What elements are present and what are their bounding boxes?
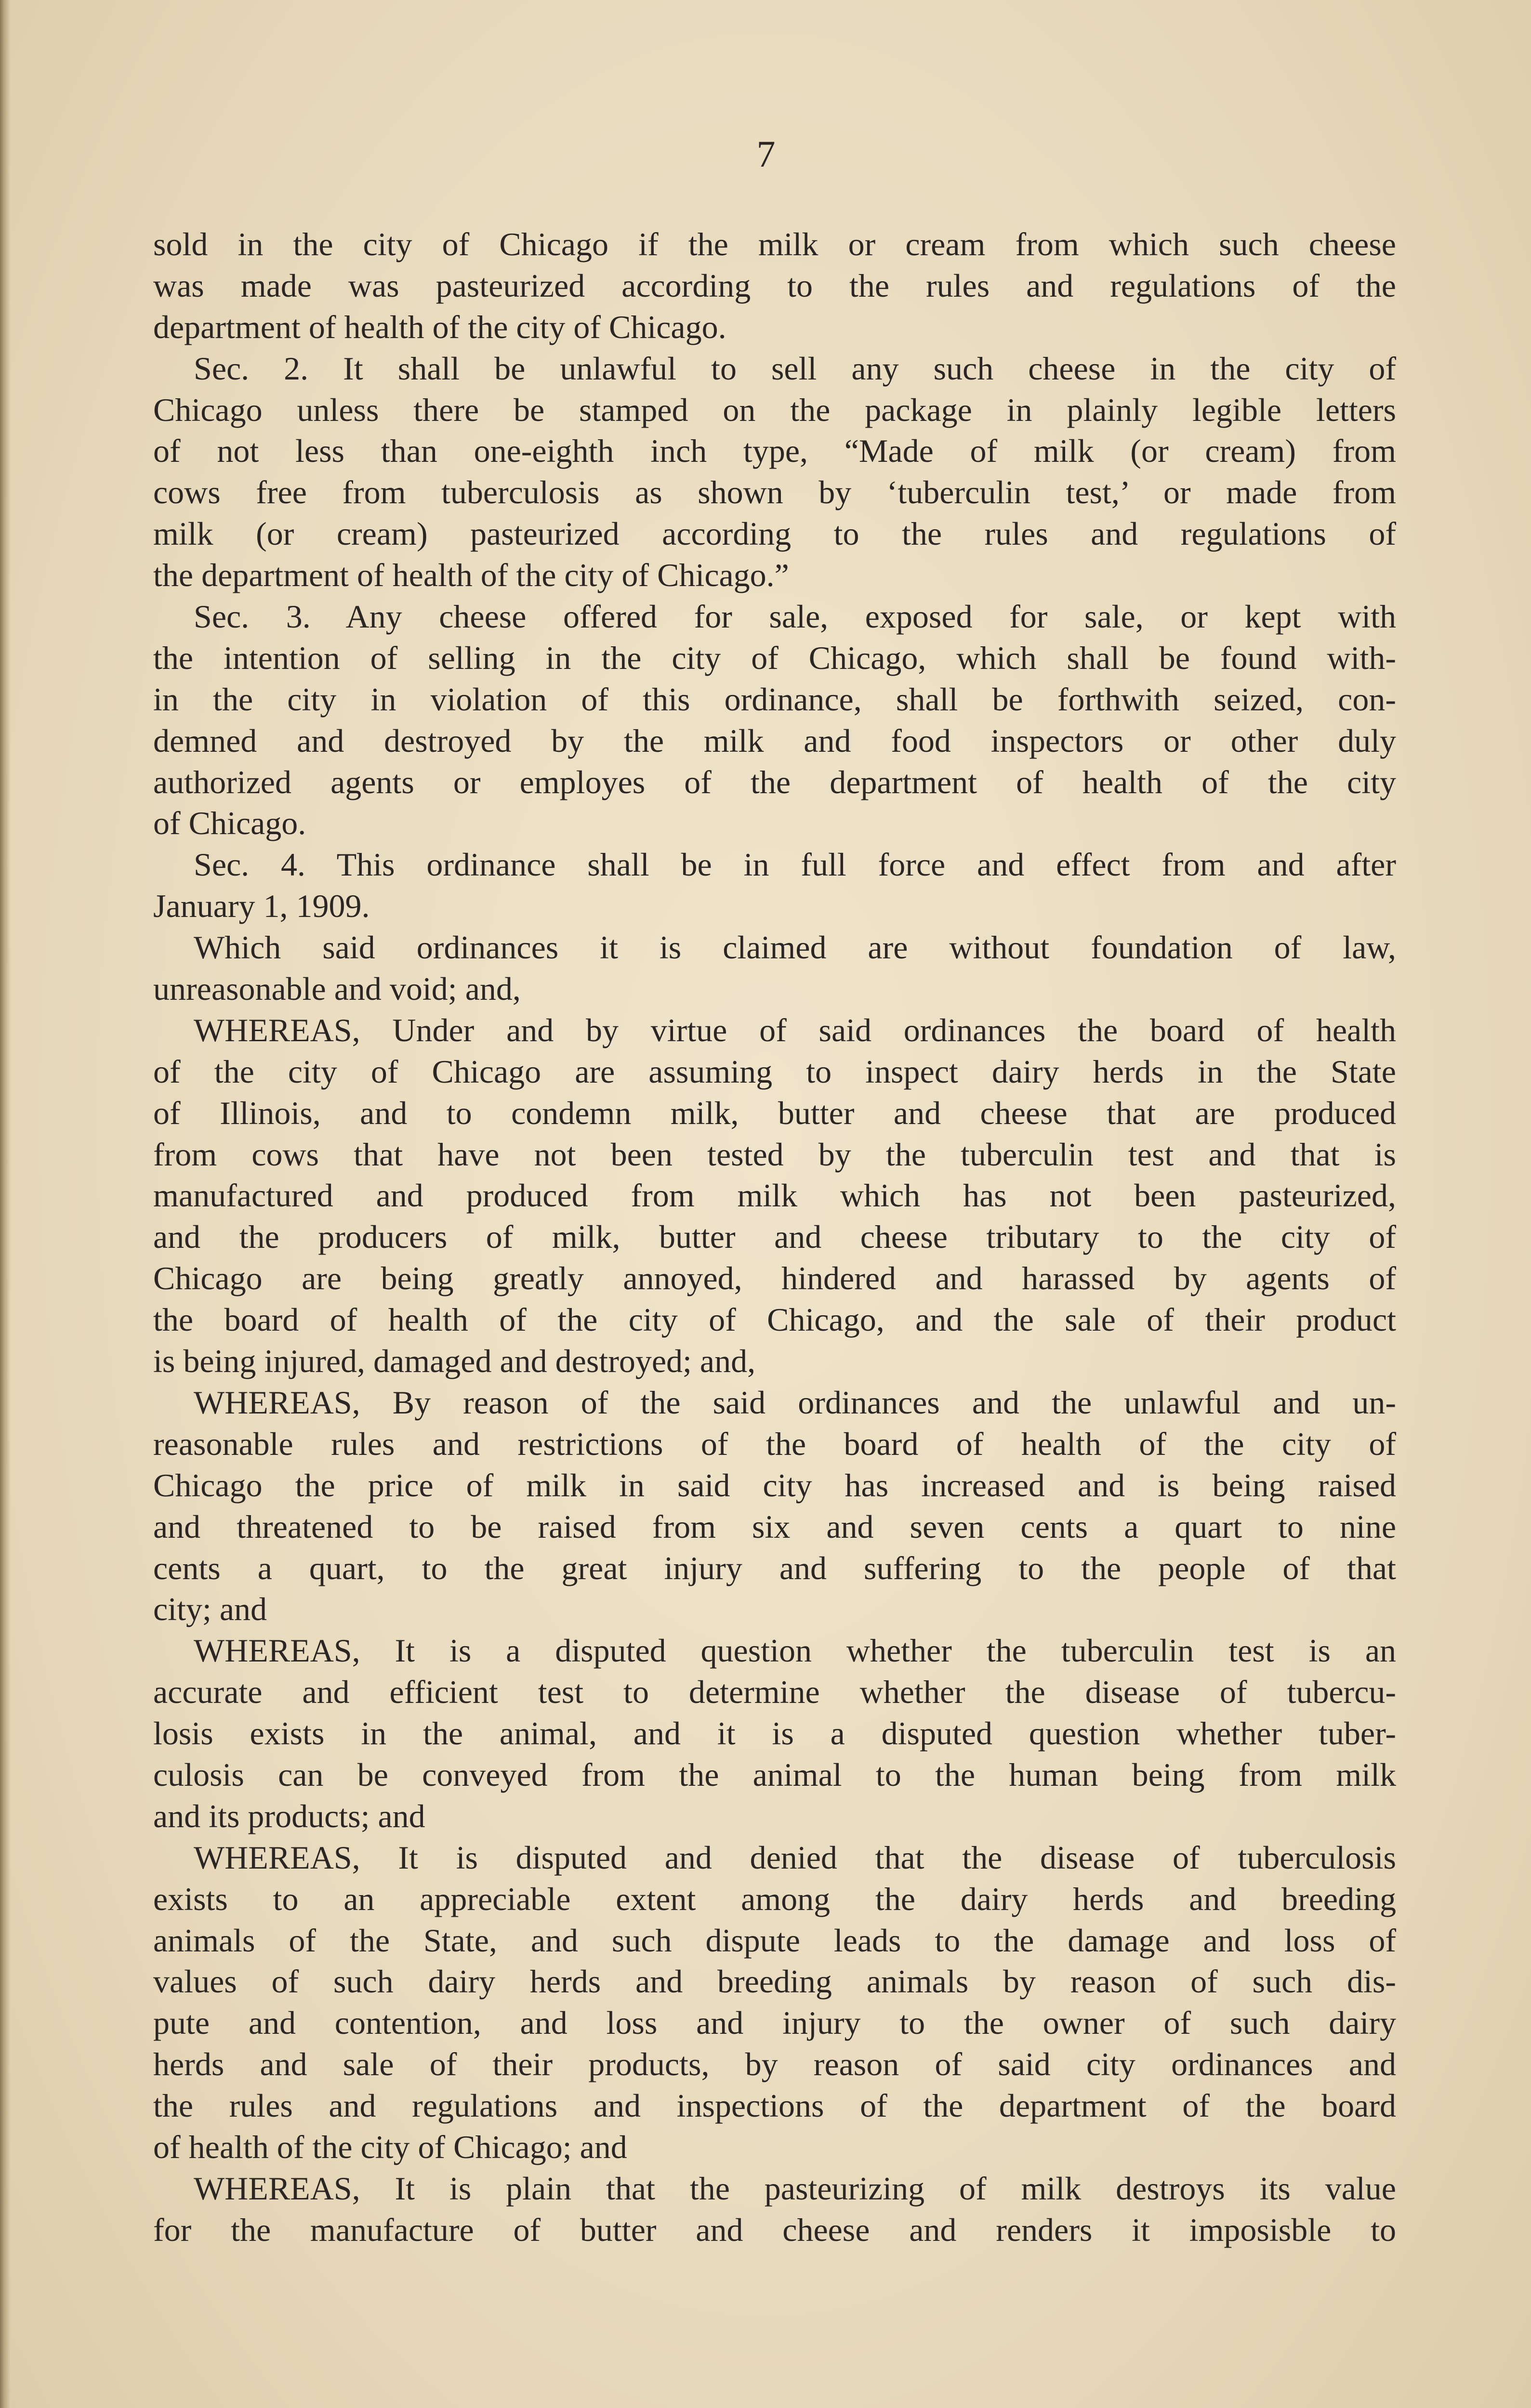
text-line: Chicago the price of milk in said city has increased and is being raised <box>153 1466 1396 1504</box>
text-line: reasonable rules and restrictions of the board of health of the city of <box>153 1425 1396 1462</box>
text-line: January 1, 1909. <box>153 888 370 925</box>
text-line: cents a quart, to the great injury and suffering to the people of that <box>153 1549 1396 1586</box>
text-line: of Chicago. <box>153 805 306 842</box>
text-line: of not less than one-eighth inch type, “Made of milk (or cream) from <box>153 432 1396 470</box>
page-spine-shadow <box>0 0 11 2408</box>
text-line: and threatened to be raised from six and seven cents a quart to nine <box>153 1508 1396 1545</box>
text-line: Sec. 4. This ordinance shall be in full force and effect from and after <box>194 846 1396 883</box>
text-line: cows free from tuberculosis as shown by ‘tuberculin test,’ or made from <box>153 474 1396 511</box>
text-line: pute and contention, and loss and injury to the owner of such dairy <box>153 2004 1396 2042</box>
text-line: of health of the city of Chicago; and <box>153 2128 627 2165</box>
text-line: animals of the State, and such dispute leads to the damage and loss of <box>153 1922 1396 1959</box>
text-line: demned and destroyed by the milk and food inspectors or other duly <box>153 722 1396 759</box>
text-line: unreasonable and void; and, <box>153 970 521 1008</box>
text-line: herds and sale of their products, by reason of said city ordinances and <box>153 2046 1396 2083</box>
text-line: and the producers of milk, butter and cheese tributary to the city of <box>153 1218 1396 1256</box>
text-line: Which said ordinances it is claimed are without foundation of law, <box>194 929 1396 966</box>
text-line: WHEREAS, It is a disputed question whether the tuberculin test is an <box>194 1632 1396 1669</box>
text-line: sold in the city of Chicago if the milk or cream from which such cheese <box>153 226 1396 262</box>
text-line: the department of health of the city of Chicago.” <box>153 557 789 594</box>
text-line: Chicago are being greatly annoyed, hindered and harassed by agents of <box>153 1260 1396 1297</box>
text-line: for the manufacture of butter and cheese and renders it imposisble to <box>153 2211 1396 2248</box>
text-line: the intention of selling in the city of Chicago, which shall be found with- <box>153 639 1396 676</box>
text-line: from cows that have not been tested by the tuberculin test and that is <box>153 1136 1396 1173</box>
ordinance-text-body <box>153 224 1396 2251</box>
text-line: in the city in violation of this ordinance, shall be forthwith seized, con- <box>153 681 1396 718</box>
page-number: 7 <box>756 133 776 175</box>
text-line: WHEREAS, By reason of the said ordinances and the unlawful and un- <box>194 1384 1396 1421</box>
text-line: Chicago unless there be stamped on the package in plainly legible letters <box>153 391 1396 428</box>
text-line: values of such dairy herds and breeding animals by reason of such dis- <box>153 1963 1396 2000</box>
text-line: of the city of Chicago are assuming to inspect dairy herds in the State <box>153 1053 1396 1090</box>
text-line: department of health of the city of Chicago. <box>153 308 726 345</box>
text-line: Sec. 2. It shall be unlawful to sell any such cheese in the city of <box>194 350 1396 387</box>
text-line: is being injured, damaged and destroyed; and, <box>153 1343 756 1380</box>
text-line: milk (or cream) pasteurized according to the rules and regulations of <box>153 515 1396 552</box>
text-line: was made was pasteurized according to the rules and regulations of the <box>153 267 1396 304</box>
text-line: city; and <box>153 1591 267 1628</box>
text-line: culosis can be conveyed from the animal to the human being from milk <box>153 1756 1396 1793</box>
text-line: WHEREAS, It is disputed and denied that the disease of tuberculosis <box>194 1839 1396 1876</box>
text-line: exists to an appreciable extent among the dairy herds and breeding <box>153 1880 1396 1917</box>
text-line: the board of health of the city of Chicago, and the sale of their product <box>153 1301 1396 1338</box>
text-line: accurate and efficient test to determine whether the disease of tubercu- <box>153 1674 1396 1711</box>
text-line: WHEREAS, Under and by virtue of said ordinances the board of health <box>194 1011 1396 1048</box>
text-line: Sec. 3. Any cheese offered for sale, exposed for sale, or kept with <box>194 598 1396 635</box>
text-line: WHEREAS, It is plain that the pasteurizing of milk destroys its value <box>194 2170 1396 2207</box>
text-line: and its products; and <box>153 1797 425 1834</box>
text-line: the rules and regulations and inspections of the department of the board <box>153 2087 1396 2124</box>
text-line: losis exists in the animal, and it is a disputed question whether tuber- <box>153 1715 1396 1752</box>
text-line: authorized agents or employes of the department of health of the city <box>153 763 1396 800</box>
text-line: manufactured and produced from milk which has not been pasteurized, <box>153 1177 1396 1214</box>
text-line: of Illinois, and to condemn milk, butter and cheese that are produced <box>153 1094 1396 1131</box>
